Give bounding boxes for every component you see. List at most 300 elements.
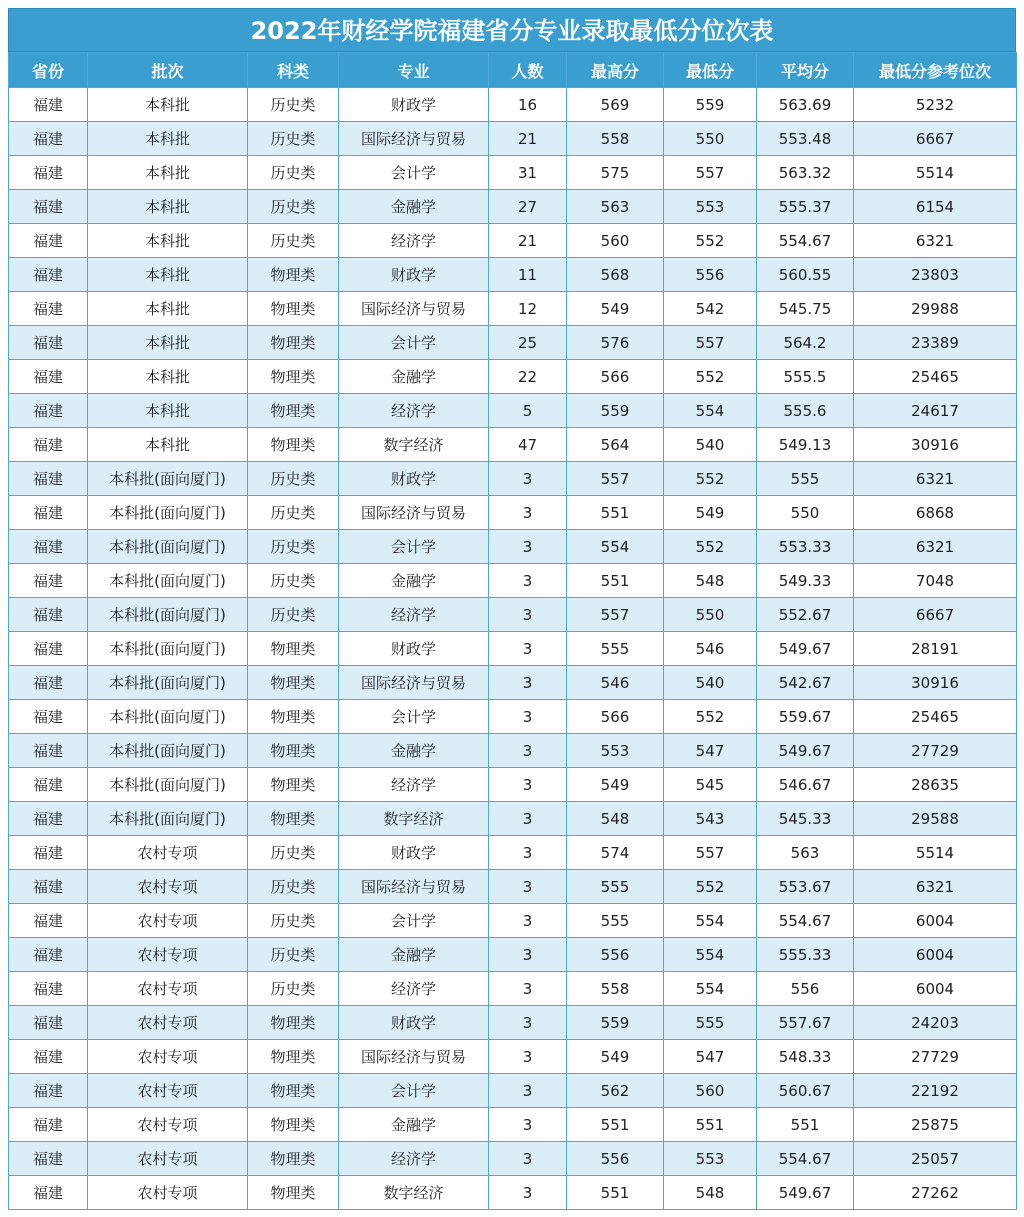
highest-score-cell: 568 — [567, 258, 664, 292]
batch-cell: 本科批(面向厦门) — [88, 530, 248, 564]
lowest-score-cell: 547 — [664, 1040, 757, 1074]
table-row — [9, 292, 1017, 326]
highest-score-cell: 574 — [567, 836, 664, 870]
highest-score-cell: 557 — [567, 462, 664, 496]
subject-category-cell: 历史类 — [248, 972, 339, 1006]
enrollment-count-cell: 3 — [489, 1074, 567, 1108]
major-cell: 会计学 — [339, 326, 489, 360]
enrollment-count-cell: 3 — [489, 904, 567, 938]
highest-score-cell: 566 — [567, 360, 664, 394]
highest-score-cell: 555 — [567, 904, 664, 938]
lowest-score-cell: 548 — [664, 1176, 757, 1210]
major-cell: 金融学 — [339, 938, 489, 972]
province-cell: 福建 — [9, 1108, 88, 1142]
province-cell: 福建 — [9, 496, 88, 530]
average-score-cell: 555.37 — [757, 190, 854, 224]
enrollment-count-cell: 3 — [489, 598, 567, 632]
table-row — [9, 530, 1017, 564]
enrollment-count-cell: 11 — [489, 258, 567, 292]
average-score-cell: 555.6 — [757, 394, 854, 428]
table-row — [9, 972, 1017, 1006]
major-cell: 数字经济 — [339, 1176, 489, 1210]
lowest-score-cell: 552 — [664, 870, 757, 904]
average-score-cell: 553.48 — [757, 122, 854, 156]
highest-score-cell: 555 — [567, 870, 664, 904]
lowest-score-rank-cell: 28191 — [854, 632, 1017, 666]
province-cell: 福建 — [9, 836, 88, 870]
batch-cell: 农村专项 — [88, 1040, 248, 1074]
average-score-cell: 553.33 — [757, 530, 854, 564]
enrollment-count-cell: 3 — [489, 530, 567, 564]
enrollment-count-cell: 27 — [489, 190, 567, 224]
lowest-score-cell: 557 — [664, 156, 757, 190]
highest-score-cell: 559 — [567, 1006, 664, 1040]
lowest-score-cell: 540 — [664, 666, 757, 700]
table-row — [9, 1006, 1017, 1040]
major-cell: 金融学 — [339, 564, 489, 598]
subject-category-cell: 历史类 — [248, 224, 339, 258]
province-cell: 福建 — [9, 258, 88, 292]
lowest-score-cell: 555 — [664, 1006, 757, 1040]
major-cell: 财政学 — [339, 632, 489, 666]
table-row — [9, 190, 1017, 224]
average-score-cell: 564.2 — [757, 326, 854, 360]
enrollment-count-cell: 3 — [489, 564, 567, 598]
batch-cell: 农村专项 — [88, 1142, 248, 1176]
highest-score-cell: 548 — [567, 802, 664, 836]
major-cell: 财政学 — [339, 1006, 489, 1040]
batch-cell: 本科批(面向厦门) — [88, 666, 248, 700]
lowest-score-rank-cell: 30916 — [854, 428, 1017, 462]
highest-score-cell: 551 — [567, 1108, 664, 1142]
lowest-score-rank-cell: 25875 — [854, 1108, 1017, 1142]
province-cell: 福建 — [9, 870, 88, 904]
enrollment-count-cell: 21 — [489, 122, 567, 156]
table-row — [9, 394, 1017, 428]
average-score-cell: 554.67 — [757, 904, 854, 938]
subject-category-cell: 物理类 — [248, 734, 339, 768]
lowest-score-cell: 552 — [664, 360, 757, 394]
enrollment-count-cell: 3 — [489, 734, 567, 768]
major-cell: 金融学 — [339, 734, 489, 768]
batch-cell: 农村专项 — [88, 904, 248, 938]
subject-category-cell: 历史类 — [248, 870, 339, 904]
lowest-score-rank-cell: 23803 — [854, 258, 1017, 292]
table-row — [9, 1176, 1017, 1210]
batch-cell: 本科批 — [88, 428, 248, 462]
enrollment-count-cell: 3 — [489, 870, 567, 904]
highest-score-cell: 559 — [567, 394, 664, 428]
table-row — [9, 1074, 1017, 1108]
column-header-average-score: 平均分 — [757, 53, 854, 88]
subject-category-cell: 物理类 — [248, 700, 339, 734]
average-score-cell: 560.67 — [757, 1074, 854, 1108]
enrollment-count-cell: 3 — [489, 1142, 567, 1176]
province-cell: 福建 — [9, 292, 88, 326]
subject-category-cell: 物理类 — [248, 1142, 339, 1176]
lowest-score-rank-cell: 23389 — [854, 326, 1017, 360]
batch-cell: 农村专项 — [88, 938, 248, 972]
lowest-score-cell: 545 — [664, 768, 757, 802]
batch-cell: 本科批 — [88, 190, 248, 224]
average-score-cell: 563 — [757, 836, 854, 870]
table-row — [9, 564, 1017, 598]
lowest-score-rank-cell: 6004 — [854, 972, 1017, 1006]
major-cell: 数字经济 — [339, 802, 489, 836]
lowest-score-cell: 553 — [664, 190, 757, 224]
enrollment-count-cell: 3 — [489, 1176, 567, 1210]
average-score-cell: 549.67 — [757, 734, 854, 768]
table-row — [9, 462, 1017, 496]
enrollment-count-cell: 3 — [489, 972, 567, 1006]
column-header-lowest-score-rank: 最低分参考位次 — [854, 53, 1017, 88]
province-cell: 福建 — [9, 734, 88, 768]
average-score-cell: 549.67 — [757, 632, 854, 666]
average-score-cell: 545.75 — [757, 292, 854, 326]
lowest-score-rank-cell: 6004 — [854, 938, 1017, 972]
table-row — [9, 836, 1017, 870]
subject-category-cell: 物理类 — [248, 768, 339, 802]
highest-score-cell: 549 — [567, 292, 664, 326]
lowest-score-rank-cell: 6321 — [854, 530, 1017, 564]
table-row — [9, 700, 1017, 734]
highest-score-cell: 562 — [567, 1074, 664, 1108]
column-header-major: 专业 — [339, 53, 489, 88]
table-row — [9, 734, 1017, 768]
province-cell: 福建 — [9, 1006, 88, 1040]
lowest-score-cell: 553 — [664, 1142, 757, 1176]
lowest-score-rank-cell: 25465 — [854, 700, 1017, 734]
batch-cell: 农村专项 — [88, 1176, 248, 1210]
table-row — [9, 88, 1017, 122]
lowest-score-cell: 556 — [664, 258, 757, 292]
lowest-score-cell: 552 — [664, 462, 757, 496]
subject-category-cell: 物理类 — [248, 258, 339, 292]
average-score-cell: 559.67 — [757, 700, 854, 734]
batch-cell: 本科批(面向厦门) — [88, 598, 248, 632]
major-cell: 经济学 — [339, 1142, 489, 1176]
highest-score-cell: 546 — [567, 666, 664, 700]
lowest-score-cell: 550 — [664, 122, 757, 156]
province-cell: 福建 — [9, 224, 88, 258]
highest-score-cell: 558 — [567, 972, 664, 1006]
major-cell: 国际经济与贸易 — [339, 666, 489, 700]
table-row — [9, 666, 1017, 700]
lowest-score-cell: 542 — [664, 292, 757, 326]
table-row — [9, 598, 1017, 632]
lowest-score-rank-cell: 5514 — [854, 836, 1017, 870]
enrollment-count-cell: 3 — [489, 700, 567, 734]
average-score-cell: 554.67 — [757, 1142, 854, 1176]
province-cell: 福建 — [9, 598, 88, 632]
lowest-score-cell: 552 — [664, 530, 757, 564]
major-cell: 会计学 — [339, 700, 489, 734]
major-cell: 金融学 — [339, 190, 489, 224]
enrollment-count-cell: 3 — [489, 768, 567, 802]
average-score-cell: 555.5 — [757, 360, 854, 394]
major-cell: 金融学 — [339, 360, 489, 394]
lowest-score-rank-cell: 5514 — [854, 156, 1017, 190]
average-score-cell: 549.13 — [757, 428, 854, 462]
table-row — [9, 496, 1017, 530]
lowest-score-cell: 552 — [664, 224, 757, 258]
enrollment-count-cell: 12 — [489, 292, 567, 326]
major-cell: 财政学 — [339, 258, 489, 292]
table-row — [9, 938, 1017, 972]
batch-cell: 农村专项 — [88, 1006, 248, 1040]
major-cell: 会计学 — [339, 530, 489, 564]
batch-cell: 本科批(面向厦门) — [88, 734, 248, 768]
province-cell: 福建 — [9, 632, 88, 666]
major-cell: 国际经济与贸易 — [339, 496, 489, 530]
column-header-batch: 批次 — [88, 53, 248, 88]
subject-category-cell: 历史类 — [248, 88, 339, 122]
province-cell: 福建 — [9, 972, 88, 1006]
province-cell: 福建 — [9, 938, 88, 972]
major-cell: 国际经济与贸易 — [339, 870, 489, 904]
average-score-cell: 549.67 — [757, 1176, 854, 1210]
lowest-score-rank-cell: 22192 — [854, 1074, 1017, 1108]
average-score-cell: 555 — [757, 462, 854, 496]
highest-score-cell: 551 — [567, 496, 664, 530]
province-cell: 福建 — [9, 564, 88, 598]
highest-score-cell: 551 — [567, 1176, 664, 1210]
province-cell: 福建 — [9, 122, 88, 156]
lowest-score-rank-cell: 6667 — [854, 122, 1017, 156]
province-cell: 福建 — [9, 462, 88, 496]
subject-category-cell: 物理类 — [248, 1108, 339, 1142]
table-row — [9, 360, 1017, 394]
average-score-cell: 563.69 — [757, 88, 854, 122]
lowest-score-rank-cell: 6004 — [854, 904, 1017, 938]
batch-cell: 本科批(面向厦门) — [88, 802, 248, 836]
highest-score-cell: 564 — [567, 428, 664, 462]
major-cell: 财政学 — [339, 836, 489, 870]
table-row — [9, 802, 1017, 836]
enrollment-count-cell: 3 — [489, 462, 567, 496]
batch-cell: 本科批(面向厦门) — [88, 768, 248, 802]
table-header-row — [9, 53, 1017, 88]
table-row — [9, 428, 1017, 462]
highest-score-cell: 549 — [567, 768, 664, 802]
major-cell: 国际经济与贸易 — [339, 122, 489, 156]
highest-score-cell: 555 — [567, 632, 664, 666]
table-row — [9, 632, 1017, 666]
province-cell: 福建 — [9, 156, 88, 190]
table-row — [9, 904, 1017, 938]
province-cell: 福建 — [9, 428, 88, 462]
subject-category-cell: 物理类 — [248, 1176, 339, 1210]
enrollment-count-cell: 22 — [489, 360, 567, 394]
highest-score-cell: 566 — [567, 700, 664, 734]
lowest-score-cell: 540 — [664, 428, 757, 462]
province-cell: 福建 — [9, 88, 88, 122]
subject-category-cell: 历史类 — [248, 190, 339, 224]
highest-score-cell: 554 — [567, 530, 664, 564]
average-score-cell: 563.32 — [757, 156, 854, 190]
batch-cell: 本科批 — [88, 156, 248, 190]
column-header-province: 省份 — [9, 53, 88, 88]
lowest-score-rank-cell: 24617 — [854, 394, 1017, 428]
province-cell: 福建 — [9, 190, 88, 224]
batch-cell: 本科批 — [88, 224, 248, 258]
lowest-score-rank-cell: 28635 — [854, 768, 1017, 802]
major-cell: 会计学 — [339, 904, 489, 938]
column-header-enrollment-count: 人数 — [489, 53, 567, 88]
subject-category-cell: 历史类 — [248, 156, 339, 190]
province-cell: 福建 — [9, 360, 88, 394]
admission-score-table-container — [8, 8, 1016, 1210]
highest-score-cell: 557 — [567, 598, 664, 632]
subject-category-cell: 历史类 — [248, 530, 339, 564]
average-score-cell: 557.67 — [757, 1006, 854, 1040]
lowest-score-cell: 559 — [664, 88, 757, 122]
enrollment-count-cell: 5 — [489, 394, 567, 428]
major-cell: 经济学 — [339, 598, 489, 632]
average-score-cell: 552.67 — [757, 598, 854, 632]
highest-score-cell: 576 — [567, 326, 664, 360]
lowest-score-rank-cell: 6321 — [854, 224, 1017, 258]
column-header-subject-category: 科类 — [248, 53, 339, 88]
lowest-score-cell: 543 — [664, 802, 757, 836]
batch-cell: 本科批 — [88, 326, 248, 360]
admission-score-table — [8, 52, 1017, 1210]
table-row — [9, 258, 1017, 292]
enrollment-count-cell: 3 — [489, 666, 567, 700]
province-cell: 福建 — [9, 1040, 88, 1074]
lowest-score-cell: 546 — [664, 632, 757, 666]
lowest-score-cell: 554 — [664, 904, 757, 938]
major-cell: 国际经济与贸易 — [339, 1040, 489, 1074]
major-cell: 财政学 — [339, 88, 489, 122]
major-cell: 会计学 — [339, 156, 489, 190]
lowest-score-rank-cell: 24203 — [854, 1006, 1017, 1040]
average-score-cell: 551 — [757, 1108, 854, 1142]
major-cell: 经济学 — [339, 224, 489, 258]
enrollment-count-cell: 3 — [489, 1108, 567, 1142]
lowest-score-cell: 552 — [664, 700, 757, 734]
province-cell: 福建 — [9, 666, 88, 700]
batch-cell: 农村专项 — [88, 1108, 248, 1142]
average-score-cell: 553.67 — [757, 870, 854, 904]
highest-score-cell: 569 — [567, 88, 664, 122]
batch-cell: 农村专项 — [88, 1074, 248, 1108]
province-cell: 福建 — [9, 394, 88, 428]
major-cell: 经济学 — [339, 768, 489, 802]
column-header-highest-score: 最高分 — [567, 53, 664, 88]
average-score-cell: 548.33 — [757, 1040, 854, 1074]
lowest-score-rank-cell: 27262 — [854, 1176, 1017, 1210]
average-score-cell: 545.33 — [757, 802, 854, 836]
lowest-score-cell: 554 — [664, 394, 757, 428]
lowest-score-rank-cell: 6321 — [854, 462, 1017, 496]
major-cell: 数字经济 — [339, 428, 489, 462]
major-cell: 会计学 — [339, 1074, 489, 1108]
batch-cell: 本科批(面向厦门) — [88, 496, 248, 530]
highest-score-cell: 553 — [567, 734, 664, 768]
subject-category-cell: 物理类 — [248, 802, 339, 836]
province-cell: 福建 — [9, 904, 88, 938]
lowest-score-cell: 548 — [664, 564, 757, 598]
table-row — [9, 224, 1017, 258]
lowest-score-cell: 557 — [664, 836, 757, 870]
lowest-score-cell: 554 — [664, 972, 757, 1006]
table-row — [9, 870, 1017, 904]
table-row — [9, 1108, 1017, 1142]
highest-score-cell: 549 — [567, 1040, 664, 1074]
lowest-score-rank-cell: 25057 — [854, 1142, 1017, 1176]
batch-cell: 本科批 — [88, 258, 248, 292]
province-cell: 福建 — [9, 1142, 88, 1176]
table-row — [9, 1040, 1017, 1074]
average-score-cell: 549.33 — [757, 564, 854, 598]
major-cell: 财政学 — [339, 462, 489, 496]
major-cell: 经济学 — [339, 972, 489, 1006]
lowest-score-cell: 557 — [664, 326, 757, 360]
lowest-score-rank-cell: 29588 — [854, 802, 1017, 836]
average-score-cell: 546.67 — [757, 768, 854, 802]
province-cell: 福建 — [9, 1176, 88, 1210]
batch-cell: 本科批 — [88, 122, 248, 156]
subject-category-cell: 物理类 — [248, 326, 339, 360]
enrollment-count-cell: 3 — [489, 1006, 567, 1040]
subject-category-cell: 历史类 — [248, 462, 339, 496]
province-cell: 福建 — [9, 700, 88, 734]
province-cell: 福建 — [9, 530, 88, 564]
enrollment-count-cell: 25 — [489, 326, 567, 360]
lowest-score-rank-cell: 5232 — [854, 88, 1017, 122]
highest-score-cell: 551 — [567, 564, 664, 598]
subject-category-cell: 物理类 — [248, 292, 339, 326]
subject-category-cell: 物理类 — [248, 394, 339, 428]
lowest-score-rank-cell: 6321 — [854, 870, 1017, 904]
highest-score-cell: 558 — [567, 122, 664, 156]
subject-category-cell: 物理类 — [248, 1040, 339, 1074]
batch-cell: 本科批 — [88, 88, 248, 122]
batch-cell: 本科批(面向厦门) — [88, 462, 248, 496]
enrollment-count-cell: 3 — [489, 496, 567, 530]
province-cell: 福建 — [9, 802, 88, 836]
subject-category-cell: 历史类 — [248, 564, 339, 598]
lowest-score-rank-cell: 6154 — [854, 190, 1017, 224]
average-score-cell: 556 — [757, 972, 854, 1006]
table-row — [9, 156, 1017, 190]
major-cell: 金融学 — [339, 1108, 489, 1142]
table-row — [9, 326, 1017, 360]
major-cell: 经济学 — [339, 394, 489, 428]
lowest-score-rank-cell: 27729 — [854, 734, 1017, 768]
enrollment-count-cell: 21 — [489, 224, 567, 258]
average-score-cell: 555.33 — [757, 938, 854, 972]
province-cell: 福建 — [9, 1074, 88, 1108]
province-cell: 福建 — [9, 768, 88, 802]
lowest-score-rank-cell: 6667 — [854, 598, 1017, 632]
subject-category-cell: 历史类 — [248, 122, 339, 156]
average-score-cell: 550 — [757, 496, 854, 530]
batch-cell: 农村专项 — [88, 972, 248, 1006]
lowest-score-cell: 551 — [664, 1108, 757, 1142]
batch-cell: 本科批(面向厦门) — [88, 564, 248, 598]
enrollment-count-cell: 3 — [489, 938, 567, 972]
subject-category-cell: 物理类 — [248, 1006, 339, 1040]
major-cell: 国际经济与贸易 — [339, 292, 489, 326]
highest-score-cell: 560 — [567, 224, 664, 258]
subject-category-cell: 历史类 — [248, 598, 339, 632]
average-score-cell: 560.55 — [757, 258, 854, 292]
average-score-cell: 542.67 — [757, 666, 854, 700]
enrollment-count-cell: 3 — [489, 836, 567, 870]
lowest-score-rank-cell: 27729 — [854, 1040, 1017, 1074]
